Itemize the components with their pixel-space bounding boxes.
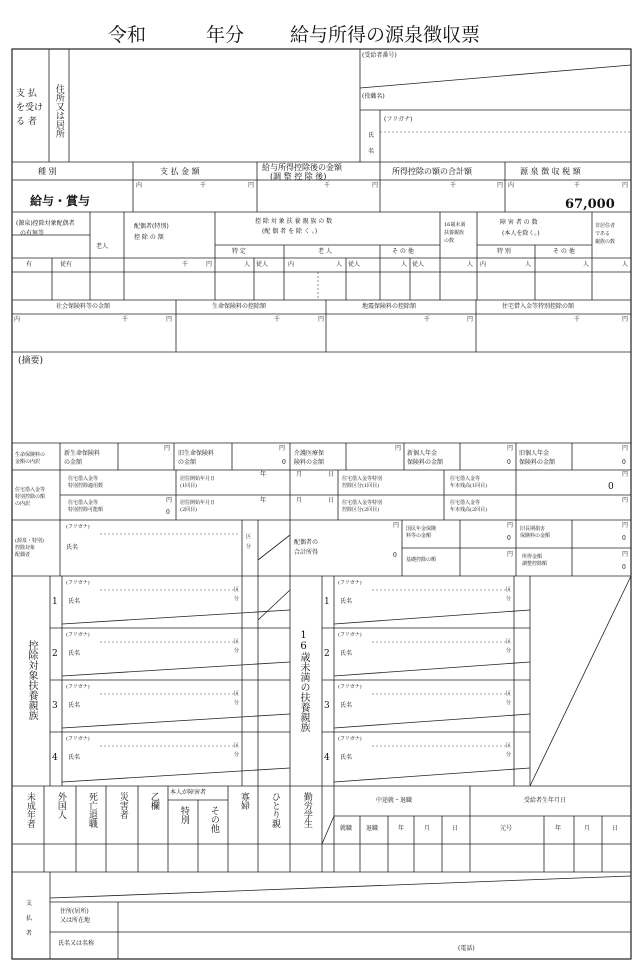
spouse-income-label: 配偶者の 合計所得 — [294, 539, 319, 556]
month-unit: 月 — [296, 497, 303, 504]
unit-en: 円 — [166, 497, 173, 504]
unit-jyunin: 従人 — [256, 261, 269, 268]
dependent-right-furigana-label: (フリガナ) — [338, 632, 362, 638]
disabled-label-2: (本人を除く。) — [502, 230, 540, 237]
unit-uchi: 内 — [508, 182, 515, 189]
old-long-label: 旧長期損害 保険料の金額 — [520, 526, 551, 539]
day-label: 日 — [452, 825, 459, 832]
year-unit: 年 — [260, 471, 267, 478]
other-label: そ の 他 — [392, 248, 414, 255]
dependent-right-row-number: 1 — [324, 597, 330, 607]
spouse-applicable-label-2: の有無等 — [20, 230, 45, 237]
dependents-count-label: 控 除 対 象 扶 養 親 族 の 数 — [255, 218, 333, 225]
unit-nin: 人 — [622, 261, 629, 268]
header-payment: 支 払 金 額 — [160, 167, 200, 176]
era-label: 元号 — [500, 825, 513, 832]
title-era: 令和 — [108, 24, 147, 46]
dependent-left-category-label: 区 分 — [234, 691, 240, 706]
dependent-right-furigana-label: (フリガナ) — [338, 684, 362, 690]
unit-sen: 千 — [424, 316, 431, 323]
header-withholding: 源 泉 徴 収 税 額 — [520, 167, 581, 176]
dependents-right-label: 16歳未満の扶養親族 — [298, 630, 309, 732]
unit-en: 円 — [622, 522, 629, 529]
unit-sen: 千 — [450, 182, 457, 189]
year-unit: 年 — [260, 497, 267, 504]
position-label: (役職名) — [362, 93, 385, 100]
disabled-label: 障 害 者 の 数 — [500, 219, 538, 226]
balance1-label: 住宅借入金等 年末残高(1回目) — [450, 476, 488, 489]
balance2-label: 住宅借入金等 年末残高(2回目) — [450, 500, 488, 513]
month-unit: 月 — [296, 471, 303, 478]
old-long-value[interactable]: 0 — [622, 535, 626, 542]
under16-label: 16歳未満 扶養親族 の数 — [444, 222, 466, 244]
unit-en: 円 — [622, 551, 629, 558]
self-other-label: その他 — [208, 806, 219, 833]
widow-label: 寡婦 — [238, 792, 249, 810]
dependent-left-furigana-label: (フリガナ) — [66, 736, 90, 742]
unit-uchi: 内 — [288, 261, 295, 268]
dependent-left-category-label: 区 分 — [234, 639, 240, 654]
unit-en: 円 — [395, 445, 402, 452]
spouse-deduction-label-2: 控 除 の 額 — [134, 234, 164, 241]
dependent-right-furigana-label: (フリガナ) — [338, 736, 362, 742]
new-pension-label: 新個人年金 保険料の金額 — [407, 450, 444, 466]
unit-sen: 千 — [574, 182, 581, 189]
unit-nin: 人 — [583, 261, 590, 268]
dependent-right-name-label: 氏名 — [340, 754, 353, 761]
dependent-left-row-number: 1 — [52, 597, 58, 607]
birth-day-label: 日 — [612, 825, 619, 832]
national-pension-label: 国民年金保険 料等の金額 — [406, 526, 437, 539]
withholding-tax-value[interactable]: 67,000 — [565, 197, 615, 212]
unit-nin: 人 — [467, 261, 474, 268]
unit-en: 円 — [622, 497, 629, 504]
unit-en: 円 — [164, 445, 171, 452]
old-pension-value[interactable]: 0 — [622, 459, 626, 466]
national-pension-value[interactable]: 0 — [507, 535, 511, 542]
old-pension-label: 旧個人年金 保険料の金額 — [519, 450, 556, 466]
minor-label: 未成年者 — [24, 792, 35, 828]
unit-en: 円 — [622, 182, 629, 189]
dependents-left-label: 控除対象扶養親族 — [26, 640, 37, 720]
death-label: 死亡退職 — [86, 792, 97, 828]
spouse-applicable-label: (源泉)控除対象配偶者 — [16, 220, 75, 227]
dependent-left-name-label: 氏名 — [68, 598, 81, 605]
dependent-right-category-label: 区 分 — [506, 587, 512, 602]
dependent-right-row-number: 2 — [324, 649, 330, 659]
retirement-label: 退職 — [366, 825, 379, 832]
birth-year-label: 年 — [555, 825, 562, 832]
possible-amount-label: 住宅借入金等 特別控除可能額 — [68, 500, 104, 513]
dependent-left-row-number: 3 — [52, 701, 58, 711]
unit-uchi: 内 — [480, 261, 487, 268]
unit-nin: 人 — [401, 261, 408, 268]
unit-en: 円 — [206, 261, 213, 268]
unit-sen: 千 — [574, 316, 581, 323]
payer-address-label: 住所(居所) 又は所在地 — [60, 908, 91, 924]
midyear-label: 中途就・退職 — [376, 797, 413, 804]
remarks-label: (摘要) — [18, 356, 44, 366]
header-after-deduction-sub: (調 整 控 除 後) — [270, 172, 327, 181]
social-insurance-label: 社会保険料等の金額 — [56, 303, 111, 310]
dependent-left-name-label: 氏名 — [68, 702, 81, 709]
subordinate-label: 従有 — [60, 261, 73, 268]
dependent-right-name-label: 氏名 — [340, 650, 353, 657]
title-year-suffix: 年分 — [206, 24, 245, 46]
unit-en: 円 — [166, 316, 173, 323]
dependent-right-category-label: 区 分 — [506, 691, 512, 706]
income-adjust-label: 所得金額 調整控除額 — [522, 554, 548, 567]
spouse-section-label: (源泉・特別) 控除対象 配偶者 — [15, 538, 44, 558]
life-breakdown-label: 生命保険料の 金額の内訳 — [15, 452, 46, 465]
unit-sen: 千 — [122, 316, 129, 323]
unit-en: 円 — [279, 445, 286, 452]
spouse-deduction-label: 配偶者(特別) — [134, 223, 169, 230]
birth-month-label: 月 — [584, 825, 591, 832]
unit-en: 円 — [622, 316, 629, 323]
income-type-value[interactable]: 給与・賞与 — [30, 194, 91, 208]
otsu-label: 乙欄 — [148, 792, 159, 810]
dependent-left-name-label: 氏名 — [68, 650, 81, 657]
self-special-label: 特別 — [178, 806, 189, 824]
furigana-label: (フリガナ) — [384, 116, 413, 123]
unit-sen: 千 — [274, 316, 281, 323]
dependent-right-row-number: 4 — [324, 753, 330, 763]
new-life-label: 新生命保険料 の金額 — [64, 450, 101, 466]
employment-label: 就職 — [340, 825, 353, 832]
balance1-value[interactable]: 0 — [608, 482, 614, 492]
unit-nin: 人 — [525, 261, 532, 268]
header-deduction-total: 所得控除の額の合計額 — [392, 167, 472, 176]
unit-sen: 千 — [182, 261, 189, 268]
unit-en: 円 — [507, 522, 514, 529]
new-pension-value[interactable]: 0 — [507, 459, 511, 466]
self-disabled-label: 本人が障害者 — [170, 789, 207, 796]
yes-label: 有 — [26, 261, 33, 268]
address-label: 住所又は居所 — [53, 84, 64, 138]
unit-en: 円 — [622, 471, 629, 478]
single-parent-label: ひとり親 — [269, 792, 280, 828]
day-unit: 日 — [328, 471, 335, 478]
unit-uchi: 内 — [14, 316, 21, 323]
dependent-left-category-label: 区 分 — [234, 587, 240, 602]
old-life-value[interactable]: 0 — [282, 459, 286, 466]
spouse-income-value[interactable]: 0 — [393, 552, 397, 559]
nonresident-label: 非居住者 である 親族の数 — [595, 223, 616, 245]
unit-sen: 千 — [324, 182, 331, 189]
start-date1-label: 居住開始年月日 (1回目) — [180, 476, 216, 489]
old-label: 老 人 — [318, 248, 332, 255]
payer-label: 支 払 者 — [26, 900, 33, 937]
dependent-left-category-label: 区 分 — [234, 743, 240, 758]
start-date2-label: 居住開始年月日 (2回目) — [180, 500, 216, 513]
unit-en: 円 — [497, 182, 504, 189]
possible-amount-value[interactable]: 0 — [166, 509, 170, 516]
unit-jyunin: 従人 — [348, 261, 361, 268]
dependent-right-name-label: 氏名 — [340, 702, 353, 709]
header-after-deduction: 給与所得控除後の金額 — [262, 163, 342, 172]
unit-sen: 千 — [200, 182, 207, 189]
payer-name-label: 氏名又は名称 — [58, 940, 95, 947]
dependent-right-furigana-label: (フリガナ) — [338, 580, 362, 586]
phone-label: (電話) — [458, 945, 475, 952]
dependent-left-name-label: 氏名 — [68, 754, 81, 761]
unit-en: 円 — [393, 522, 400, 529]
applicable-count-label: 住宅借入金等 特別控除適用数 — [68, 476, 104, 489]
elderly-label: 老人 — [96, 243, 109, 250]
dependent-right-row-number: 3 — [324, 701, 330, 711]
dependent-right-category-label: 区 分 — [506, 743, 512, 758]
basic-deduction-label: 基礎控除の額 — [406, 557, 437, 563]
unit-en: 円 — [467, 316, 474, 323]
dependent-right-name-label: 氏名 — [340, 598, 353, 605]
special-label: 特 別 — [497, 248, 511, 255]
income-adjust-value[interactable]: 0 — [622, 564, 626, 571]
day-unit: 日 — [328, 497, 335, 504]
housing-breakdown-label: 住宅借入金等 特別控除の額 の内訳 — [15, 487, 46, 507]
dependent-left-row-number: 4 — [52, 753, 58, 763]
category1-label: 住宅借入金等特別 控除区分(1回目) — [342, 476, 383, 489]
spouse-name-label: 氏名 — [66, 544, 79, 551]
earthquake-insurance-label: 地震保険料の控除額 — [362, 303, 417, 310]
unit-en: 円 — [318, 316, 325, 323]
dependent-right-category-label: 区 分 — [506, 639, 512, 654]
dependent-left-furigana-label: (フリガナ) — [66, 684, 90, 690]
unit-nin: 人 — [336, 261, 343, 268]
unit-en: 円 — [248, 182, 255, 189]
old-life-label: 旧生命保険料 の金額 — [178, 450, 215, 466]
unit-uchi: 内 — [136, 182, 143, 189]
dependent-left-row-number: 2 — [52, 649, 58, 659]
birth-label: 受給者生年月日 — [524, 797, 567, 804]
recipient-label: 支 払 を受け る 者 — [16, 89, 44, 127]
unit-nin: 人 — [244, 261, 251, 268]
dependents-count-label-2: (配 偶 者 を 除 く 。) — [262, 228, 318, 235]
unit-en: 円 — [372, 182, 379, 189]
other2-label: そ の 他 — [553, 248, 575, 255]
dependent-left-furigana-label: (フリガナ) — [66, 632, 90, 638]
recipient-number-label: (受給者番号) — [362, 52, 397, 59]
foreigner-label: 外国人 — [55, 792, 66, 819]
spouse-category-label: 区 分 — [246, 534, 252, 550]
working-student-label: 勤労学生 — [301, 792, 312, 828]
specific-label: 特 定 — [232, 248, 246, 255]
header-type: 種 別 — [38, 167, 57, 176]
spouse-furigana-label: (フリガナ) — [66, 524, 90, 530]
year-label: 年 — [398, 825, 405, 832]
dependent-left-furigana-label: (フリガナ) — [66, 580, 90, 586]
disaster-label: 災害者 — [117, 792, 128, 819]
unit-en: 円 — [622, 445, 629, 452]
category2-label: 住宅借入金等特別 控除区分(2回目) — [342, 500, 383, 513]
unit-en: 円 — [507, 551, 514, 558]
care-label: 介護医療保 険料の金額 — [294, 450, 325, 466]
month-label: 月 — [424, 825, 431, 832]
name-label: 氏 名 — [368, 132, 375, 155]
title-document-name: 給与所得の源泉徴収票 — [290, 24, 481, 46]
unit-jyunin: 従人 — [412, 261, 425, 268]
life-insurance-label: 生命保険料の控除額 — [212, 303, 267, 310]
housing-deduction-label: 住宅借入金等特別控除の額 — [502, 303, 575, 310]
unit-en: 円 — [507, 445, 514, 452]
